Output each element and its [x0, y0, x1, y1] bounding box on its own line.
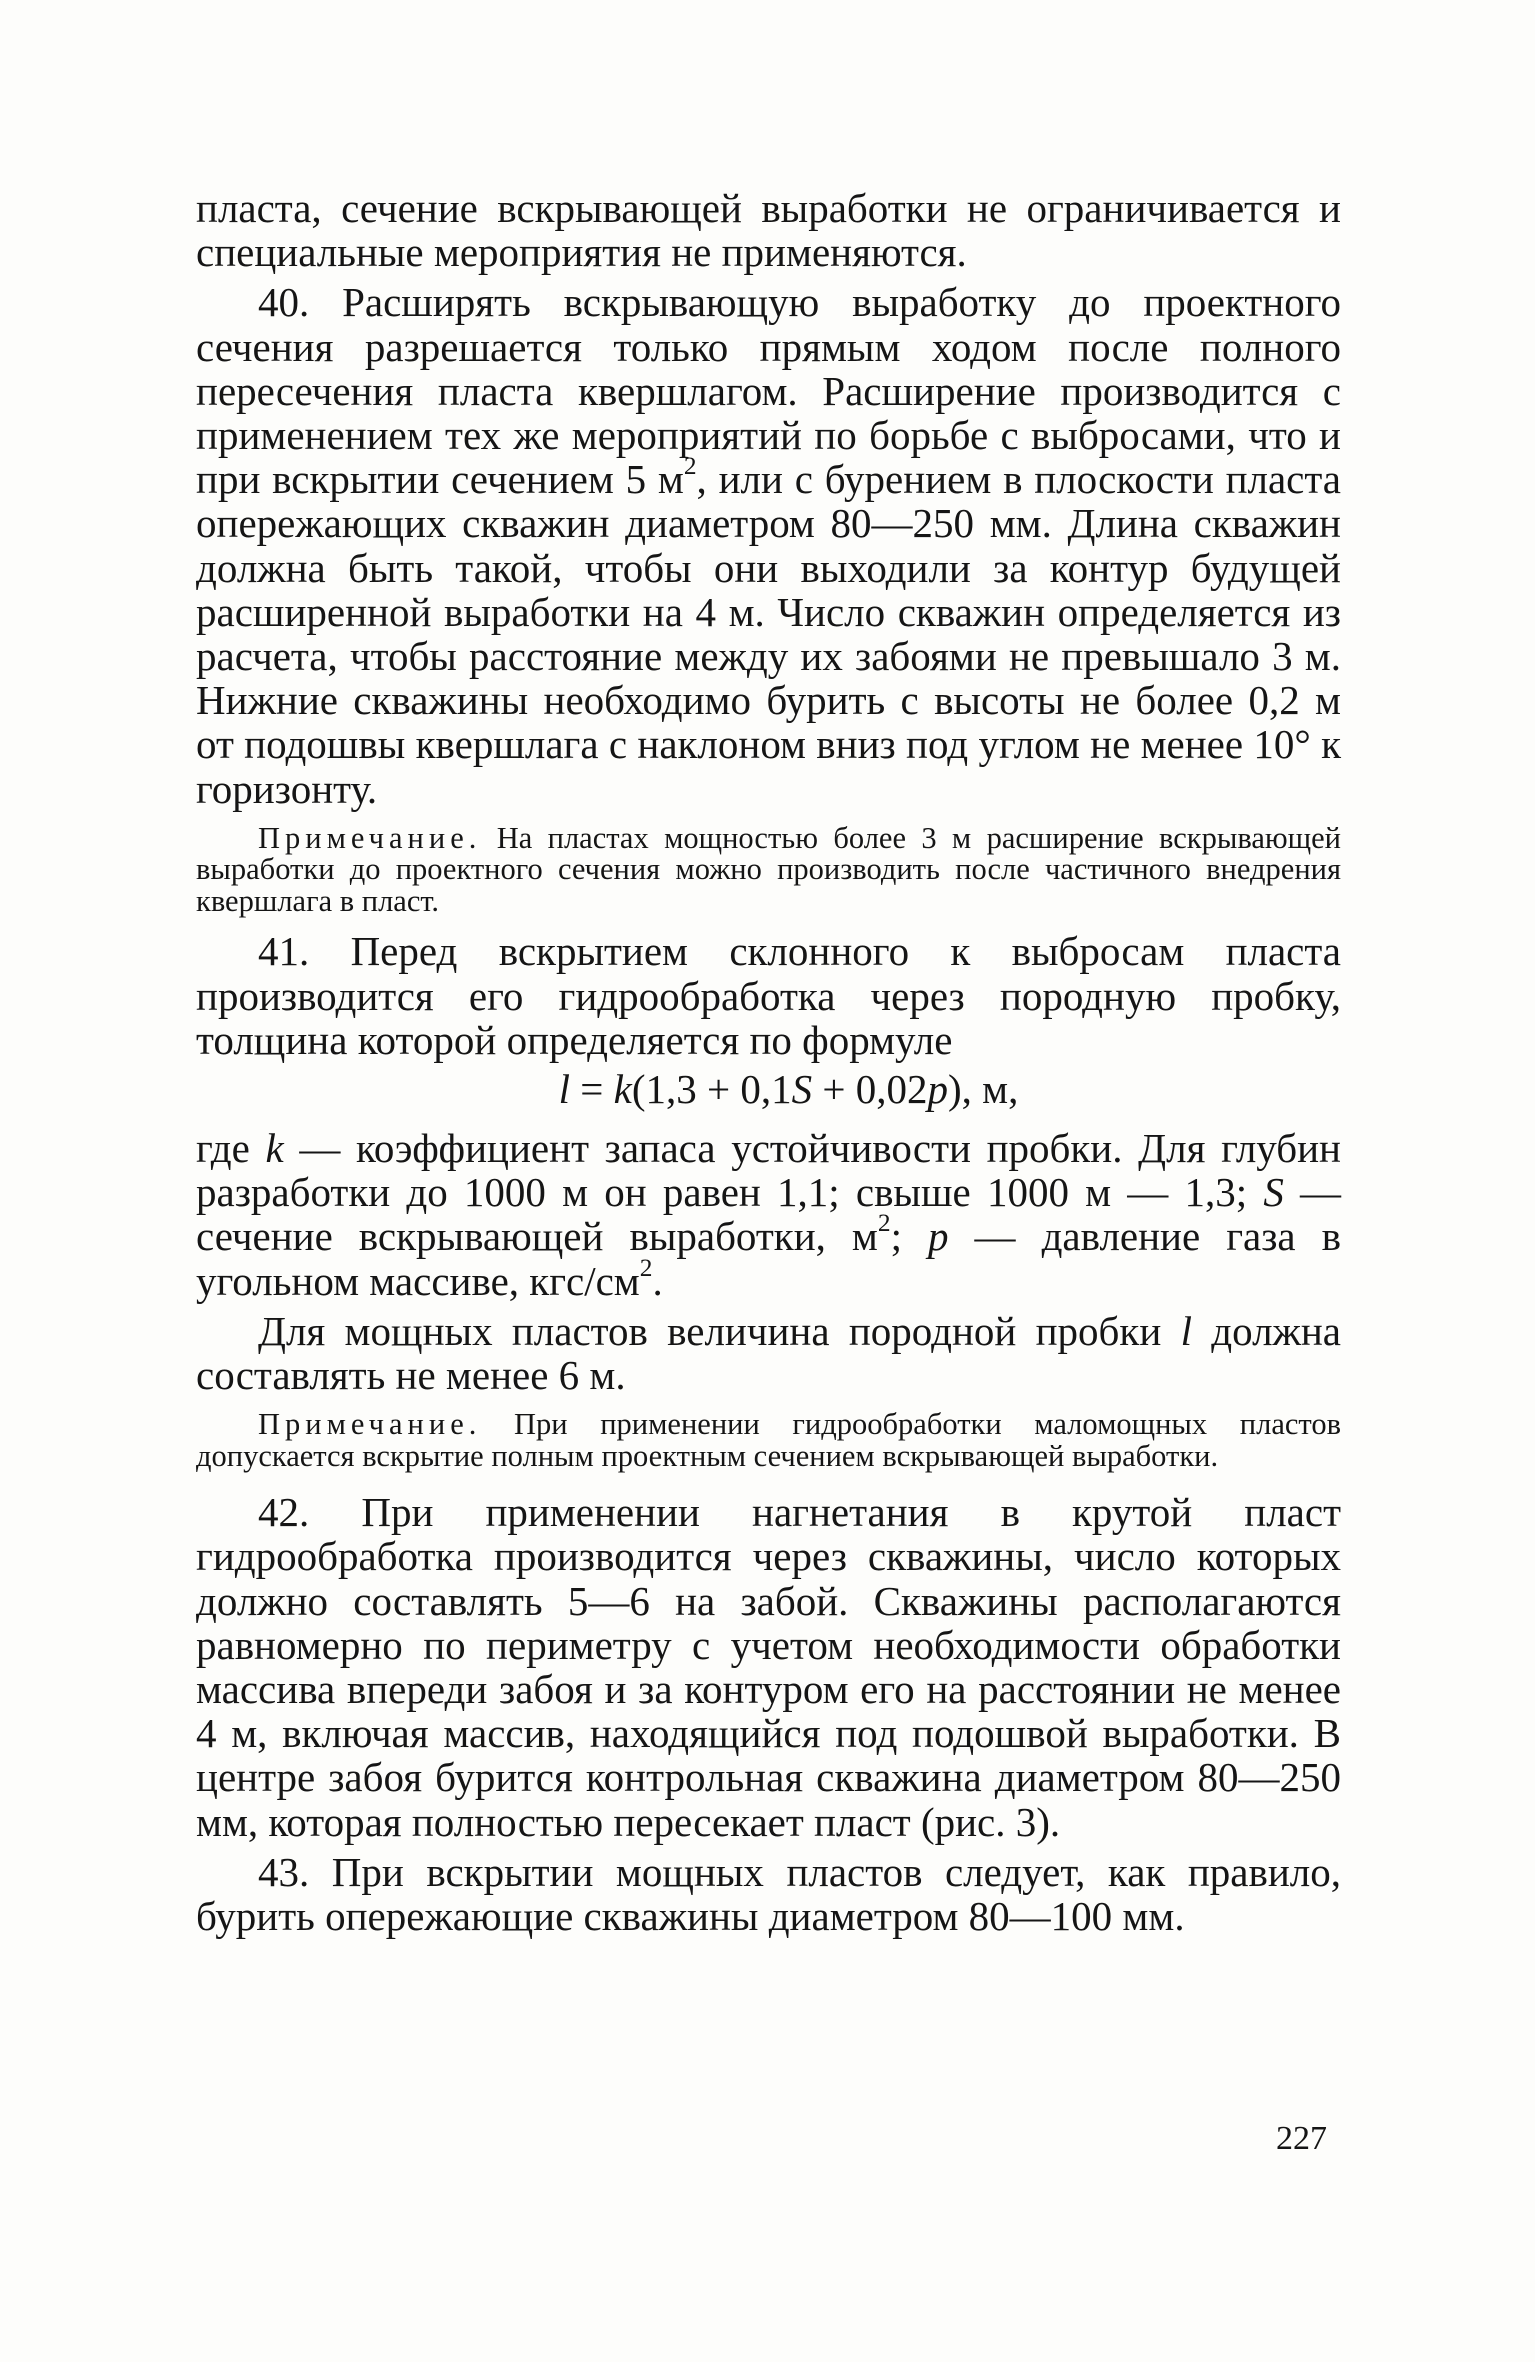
paragraph-continuation: пласта, сечение вскрывающей выработки не ограничивается и специальные мероприятия не применяются.	[196, 185, 1341, 276]
text-column	[196, 186, 1341, 1938]
note-label: Примечание.	[258, 820, 482, 855]
note-label: Примечание.	[258, 1407, 482, 1442]
formula: l = k(1,3 + 0,1S + 0,02p), м,	[558, 1065, 1019, 1112]
note-1: Примечание. На пластах мощностью более 3 м расширение вскрывающей выработки до проектного сечения можно производить после частичного внедрения квершлага в пласт.	[196, 820, 1341, 918]
paragraph-41: 41. Перед вскрытием склонного к выбросам пласта производится его гидрообработка через породную пробку, толщина которой определяется по формуле	[196, 928, 1341, 1063]
paragraph-40: 40. Расширять вскрывающую выработку до проектного сечения разрешается только прямым ходом после полного пересечения пласта квершлагом. Расширение производится с применением тех же мероприятий по борьбе с выбросами, что и при вскрытии сечением 5 $м^2$, или с бурением в плоскости пласта опережающих скважин диаметром 80—250 мм. Длина скважин должна быть такой, чтобы они выходили за контур будущей расширенной выработки на 4 м. Число скважин определяется из расчета, чтобы расстояние между их забоями не превышало 3 м. Нижние скважины необходимо бурить с высоты не более 0,2 м от подошвы квершлага с наклоном вниз под углом не менее 10° к горизонту.	[196, 279, 1341, 812]
note-2: Примечание. При применении гидрообработки маломощных пластов допускается вскрытие полным проектным сечением вскрывающей выработки.	[196, 1407, 1341, 1473]
paragraph-43: 43. При вскрытии мощных пластов следует, как правило, бурить опережающие скважины диаметром 80—100 мм.	[196, 1848, 1341, 1939]
formula-explanation: где k — коэффициент запаса устойчивости пробки. Для глубин разработки до 1000 м он равен 1,1; свыше 1000 м — 1,3; S — сечение вскрывающей выработки, $м^2$; p — давление газа в угольном массиве, кгс/$см^2$.	[196, 1124, 1342, 1304]
page-number: 227	[1276, 2120, 1327, 2157]
paragraph-42: 42. При применении нагнетания в крутой пласт гидрообработка производится через скважины, число которых должно составлять 5—6 на забой. Скважины располагаются равномерно по периметру с учетом необходимости обработки массива впереди забоя и за контуром его на расстоянии не менее 4 м, включая массив, находящийся под подошвой выработки. В центре забоя бурится контрольная скважина диаметром 80—250 мм, которая полностью пересекает пласт (рис. 3).	[196, 1489, 1341, 1845]
paragraph-plug-thickness: Для мощных пластов величина породной пробки l должна составлять не менее 6 м.	[196, 1307, 1341, 1398]
